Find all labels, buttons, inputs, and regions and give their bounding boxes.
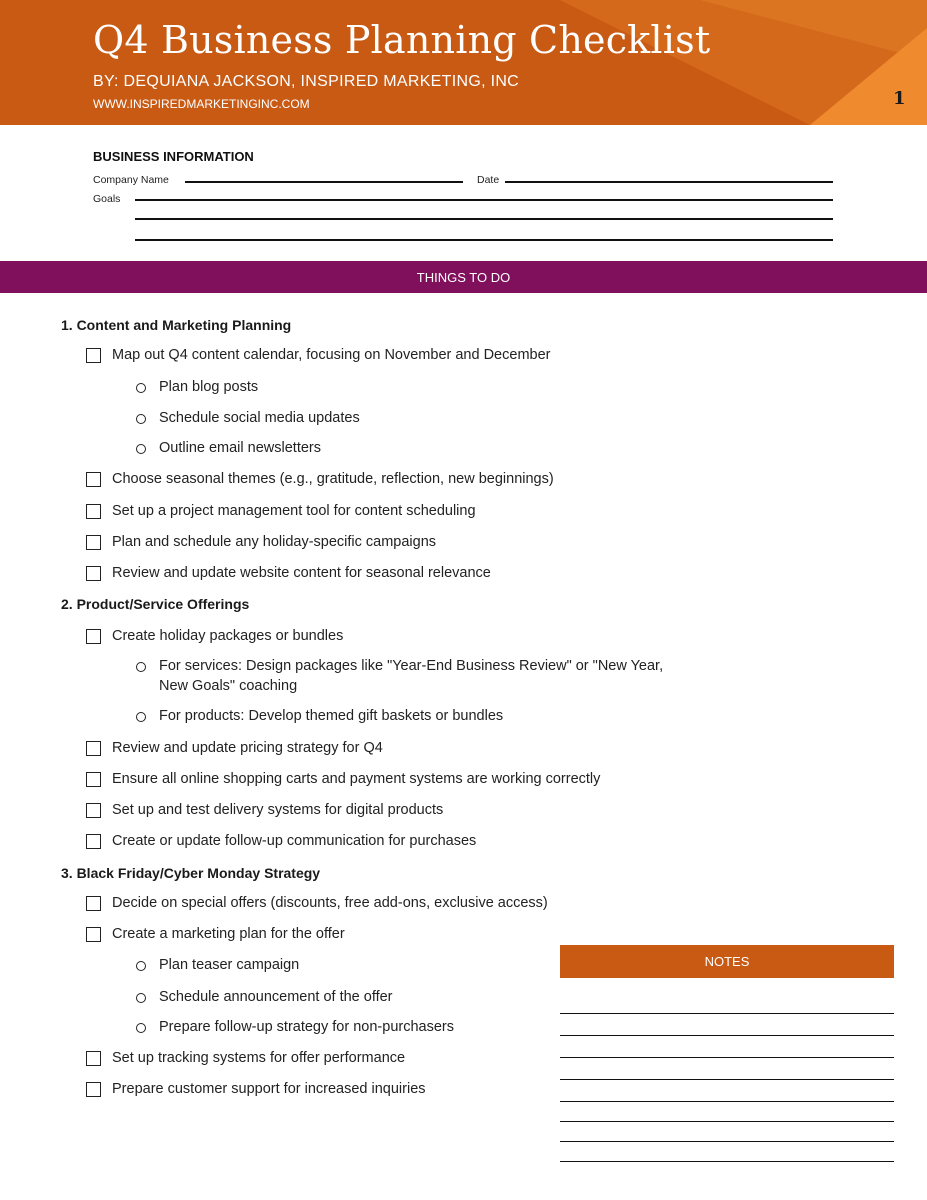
checkbox[interactable] <box>86 896 101 911</box>
author-byline: BY: DEQUIANA JACKSON, INSPIRED MARKETING, INC <box>93 73 520 90</box>
notes-line[interactable] <box>560 1121 894 1122</box>
notes-line[interactable] <box>560 1035 894 1036</box>
checklist-item <box>86 1081 426 1097</box>
circle-bullet-icon <box>136 993 146 1003</box>
date-field[interactable] <box>505 181 833 183</box>
checklist-item-text: Map out Q4 content calendar, focusing on November and December <box>112 347 551 363</box>
checkbox[interactable] <box>86 1082 101 1097</box>
checklist-item <box>86 833 476 849</box>
circle-bullet-icon <box>136 712 146 722</box>
checklist-item-text: Create a marketing plan for the offer <box>112 926 345 942</box>
checkbox[interactable] <box>86 803 101 818</box>
checklist-item <box>86 471 554 487</box>
checklist-item <box>86 503 476 519</box>
checklist-item-text: Review and update website content for seasonal relevance <box>112 565 491 581</box>
checkbox[interactable] <box>86 927 101 942</box>
sub-item <box>136 440 321 456</box>
checklist-item <box>86 1050 405 1066</box>
checklist-item <box>86 771 600 787</box>
sub-item-text <box>159 656 663 696</box>
website-link[interactable]: WWW.INSPIREDMARKETINGINC.COM <box>93 97 310 111</box>
checkbox[interactable] <box>86 629 101 644</box>
sub-item-text: For products: Develop themed gift baskets or bundles <box>159 708 504 724</box>
checklist-item-text: Create or update follow-up communication for purchases <box>112 833 477 849</box>
checklist-item <box>86 926 345 942</box>
checklist-item-text: Plan and schedule any holiday-specific campaigns <box>112 534 437 550</box>
circle-bullet-icon <box>136 444 146 454</box>
checkbox[interactable] <box>86 741 101 756</box>
checklist-item <box>86 740 383 756</box>
sub-item <box>136 957 299 973</box>
circle-bullet-icon <box>136 662 146 672</box>
section-title: 1. Content and Marketing Planning <box>61 317 292 333</box>
checklist-item <box>86 802 443 818</box>
checklist-item-text: Review and update pricing strategy for Q4 <box>112 740 383 756</box>
checklist-item <box>86 347 550 363</box>
sub-item <box>136 658 663 696</box>
page-title: Q4 Business Planning Checklist <box>93 18 711 62</box>
things-to-do-title: THINGS TO DO <box>416 269 511 285</box>
checklist-item-text: Set up tracking systems for offer performance <box>112 1050 406 1066</box>
notes-line[interactable] <box>560 1057 894 1058</box>
notes-line[interactable] <box>560 1101 894 1102</box>
sub-item-text-line-1: For services: Design packages like "Year-End Business Review" or "New Year, <box>159 658 664 674</box>
checklist-item-text: Ensure all online shopping carts and payment systems are working correctly <box>112 771 601 787</box>
notes-band <box>560 945 894 978</box>
circle-bullet-icon <box>136 961 146 971</box>
page-number: 1 <box>893 88 906 109</box>
notes-line[interactable] <box>560 1141 894 1142</box>
checkbox[interactable] <box>86 535 101 550</box>
goals-label: Goals <box>93 193 121 205</box>
circle-bullet-icon <box>136 383 146 393</box>
section-title: 2. Product/Service Offerings <box>61 596 250 612</box>
checkbox[interactable] <box>86 566 101 581</box>
checklist-item-text: Create holiday packages or bundles <box>112 628 344 644</box>
sub-item <box>136 379 258 395</box>
checkbox[interactable] <box>86 834 101 849</box>
header-banner <box>0 0 927 125</box>
checklist-item-text: Prepare customer support for increased inquiries <box>112 1081 426 1097</box>
checkbox[interactable] <box>86 504 101 519</box>
checklist-item-text: Decide on special offers (discounts, free add-ons, exclusive access) <box>112 895 548 911</box>
sub-item-text: Outline email newsletters <box>159 440 321 456</box>
sub-item <box>136 1019 454 1035</box>
sub-item <box>136 989 393 1005</box>
goals-field-line-2[interactable] <box>135 218 833 220</box>
section-title: 3. Black Friday/Cyber Monday Strategy <box>61 865 321 881</box>
circle-bullet-icon <box>136 414 146 424</box>
things-to-do-band <box>0 261 927 293</box>
sub-item <box>136 410 360 426</box>
checklist-item <box>86 895 548 911</box>
company-name-label: Company Name <box>93 174 169 186</box>
sub-item <box>136 708 503 724</box>
notes-line[interactable] <box>560 1079 894 1080</box>
checkbox[interactable] <box>86 472 101 487</box>
sub-item-text-line-2: New Goals" coaching <box>159 678 298 694</box>
circle-bullet-icon <box>136 1023 146 1033</box>
sub-item-text: Plan teaser campaign <box>159 957 300 973</box>
notes-line[interactable] <box>560 1161 894 1162</box>
notes-title: NOTES <box>704 954 750 969</box>
checklist-item-text: Set up and test delivery systems for digital products <box>112 802 444 818</box>
notes-line[interactable] <box>560 1013 894 1014</box>
checklist-item <box>86 628 343 644</box>
sub-item-text: Schedule social media updates <box>159 410 360 426</box>
sub-item-text: Prepare follow-up strategy for non-purchasers <box>159 1019 454 1035</box>
sub-item-text: Plan blog posts <box>159 379 259 395</box>
company-name-field[interactable] <box>185 181 463 183</box>
business-info-title: BUSINESS INFORMATION <box>93 149 254 164</box>
checklist-item-text: Choose seasonal themes (e.g., gratitude, reflection, new beginnings) <box>112 471 554 487</box>
goals-field-line-1[interactable] <box>135 199 833 201</box>
checklist-item <box>86 565 491 581</box>
goals-field-line-3[interactable] <box>135 239 833 241</box>
checkbox[interactable] <box>86 1051 101 1066</box>
sub-item-text: Schedule announcement of the offer <box>159 989 393 1005</box>
checklist-item <box>86 534 436 550</box>
checkbox[interactable] <box>86 348 101 363</box>
checkbox[interactable] <box>86 772 101 787</box>
checklist-item-text: Set up a project management tool for content scheduling <box>112 503 476 519</box>
date-label: Date <box>477 174 500 186</box>
